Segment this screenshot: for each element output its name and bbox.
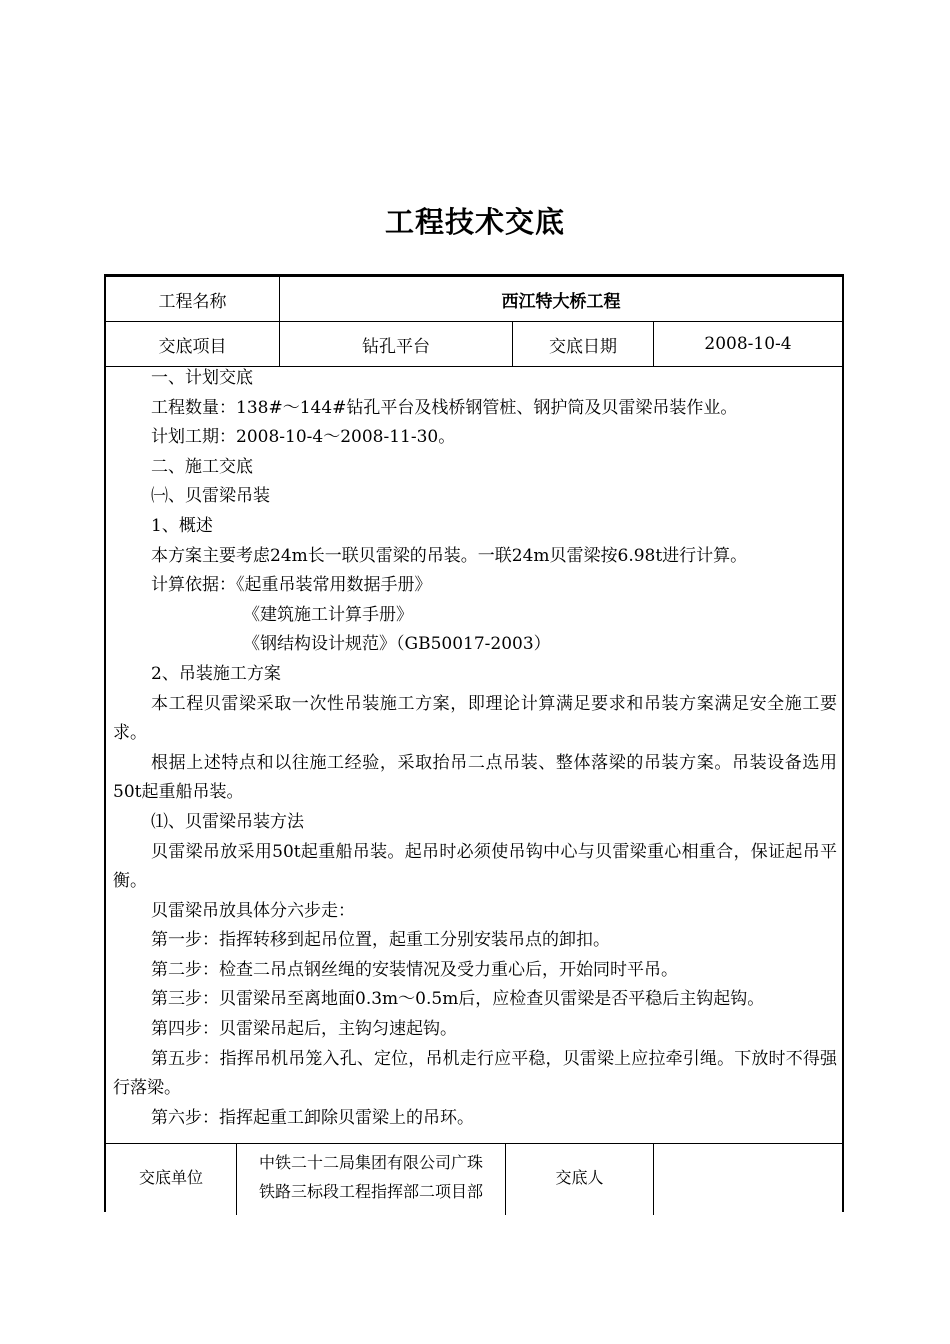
project-name-value: 西江特大桥工程 (501, 291, 621, 312)
disclosure-table (104, 274, 844, 1212)
text-line: 计划工期：2008-10-4～2008-11-30。 (151, 427, 456, 448)
paragraph: 贝雷梁吊放采用50t起重船吊装。起吊时必须使吊钩中心与贝雷梁重心相重合，保证起吊平衡。 (113, 841, 837, 892)
subsection-heading: ㈠、贝雷梁吊装 (151, 486, 270, 507)
unit-value-line: 中铁二十二局集团有限公司广珠 (258, 1153, 483, 1172)
project-name-label: 工程名称 (158, 291, 227, 312)
step-line: 第一步：指挥转移到起吊位置，起重工分别安装吊点的卸扣。 (151, 930, 610, 951)
date-value: 2008-10-4 (704, 334, 792, 354)
text-line: 计算依据：《起重吊装常用数据手册》 (151, 575, 432, 596)
step-line: 第六步：指挥起重工卸除贝雷梁上的吊环。 (151, 1107, 474, 1128)
subsection-heading: ⑴、贝雷梁吊装方法 (151, 811, 304, 832)
document-title: 工程技术交底 (384, 205, 565, 239)
unit-value (237, 1144, 505, 1210)
disclosure-content (113, 364, 837, 1133)
person-value (654, 1144, 842, 1210)
reference-line: 《建筑施工计算手册》 (243, 604, 413, 625)
unit-label: 交底单位 (138, 1167, 203, 1187)
paragraph: 根据上述特点和以往施工经验，采取抬吊二点吊装、整体落梁的吊装方案。吊装设备选用50t起重船吊装。 (113, 752, 837, 803)
date-label: 交底日期 (549, 336, 617, 357)
item-value: 钻孔平台 (362, 336, 430, 357)
unit-value-line: 铁路三标段工程指挥部二项目部 (258, 1182, 483, 1201)
paragraph: 本工程贝雷梁采取一次性吊装施工方案，即理论计算满足要求和吊装方案满足安全施工要求。 (113, 693, 837, 744)
section-heading: 二、施工交底 (151, 456, 253, 477)
subsection-heading: 2、吊装施工方案 (151, 663, 281, 684)
step-line: 第三步：贝雷梁吊至离地面0.3m～0.5m后，应检查贝雷梁是否平稳后主钩起钩。 (151, 989, 765, 1010)
person-label: 交底人 (555, 1167, 604, 1187)
paragraph: 第五步：指挥吊机吊笼入孔、定位，吊机走行应平稳，贝雷梁上应拉牵引绳。下放时不得强行落梁。 (113, 1048, 837, 1099)
text-line: 工程数量：138#～144#钻孔平台及栈桥钢管桩、钢护筒及贝雷梁吊装作业。 (151, 397, 738, 418)
item-label: 交底项目 (158, 336, 227, 357)
section-heading: 一、计划交底 (151, 368, 253, 388)
subsection-heading: 1、概述 (151, 515, 213, 536)
reference-line: 《钢结构设计规范》（GB50017-2003） (243, 634, 551, 655)
text-line: 贝雷梁吊放具体分六步走： (151, 900, 355, 921)
step-line: 第二步：检查二吊点钢丝绳的安装情况及受力重心后，开始同时平吊。 (151, 959, 678, 980)
step-line: 第四步：贝雷梁吊起后，主钩匀速起钩。 (151, 1019, 457, 1040)
text-line: 本方案主要考虑24m长一联贝雷梁的吊装。一联24m贝雷梁按6.98t进行计算。 (151, 545, 748, 566)
